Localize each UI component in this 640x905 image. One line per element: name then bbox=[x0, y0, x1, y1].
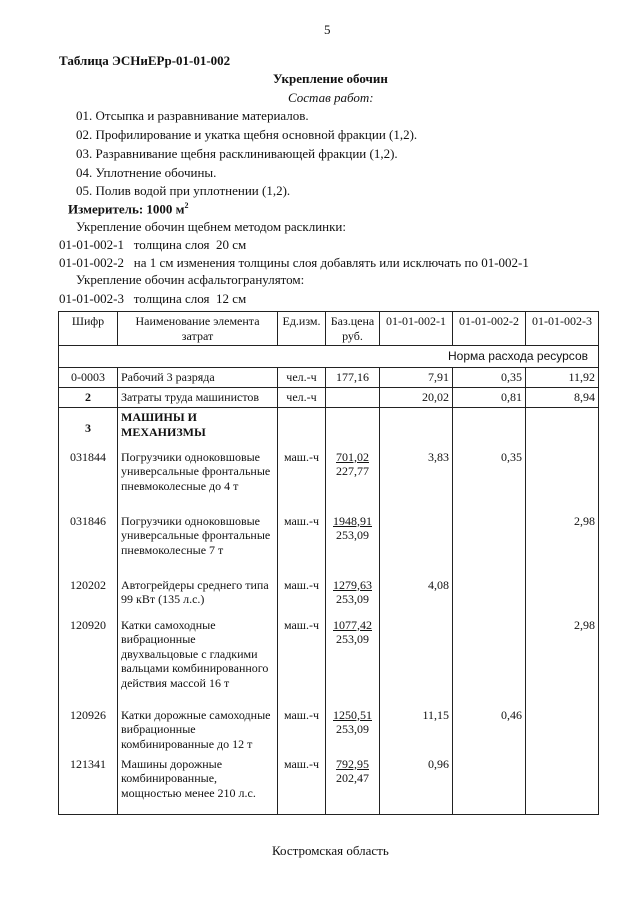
row-price-base: 1948,91 bbox=[333, 513, 372, 528]
row-price-salary: 253,09 bbox=[336, 592, 369, 606]
table-title: Таблица ЭСНиЕРр-01-01-002 bbox=[59, 53, 231, 68]
header-col1: 01-01-002-1 bbox=[380, 312, 453, 346]
row-price-salary: 253,09 bbox=[336, 528, 369, 542]
row-code: 2 bbox=[59, 388, 118, 408]
table-row bbox=[59, 576, 599, 616]
table-row bbox=[59, 755, 599, 815]
meter-sup: 2 bbox=[184, 201, 189, 210]
row-price bbox=[326, 512, 380, 576]
row-col3: 2,98 bbox=[526, 616, 599, 706]
row-unit: маш.-ч bbox=[278, 755, 326, 815]
row-col2: 0,46 bbox=[453, 706, 526, 755]
row-price bbox=[326, 755, 380, 815]
norm-row bbox=[59, 346, 599, 368]
table-row bbox=[59, 706, 599, 755]
machines-body bbox=[59, 448, 599, 815]
row-name: Затраты труда машинистов bbox=[118, 388, 278, 408]
header-unit: Ед.изм. bbox=[278, 312, 326, 346]
row-unit: чел.-ч bbox=[278, 368, 326, 388]
row-col1 bbox=[380, 616, 453, 706]
section-row bbox=[59, 408, 599, 448]
row-code: 0-0003 bbox=[59, 368, 118, 388]
row-price bbox=[326, 616, 380, 706]
row-price bbox=[326, 706, 380, 755]
table-header-row bbox=[59, 312, 599, 346]
row-col2 bbox=[453, 616, 526, 706]
table-row bbox=[59, 616, 599, 706]
row-unit: маш.-ч bbox=[278, 512, 326, 576]
row-unit: маш.-ч bbox=[278, 706, 326, 755]
row-col3: 8,94 bbox=[526, 388, 599, 408]
meter bbox=[68, 201, 189, 217]
empty-cell bbox=[453, 408, 526, 448]
row-col1: 4,08 bbox=[380, 576, 453, 616]
row-col2: 0,81 bbox=[453, 388, 526, 408]
row-col3 bbox=[526, 448, 599, 512]
header-code: Шифр bbox=[59, 312, 118, 346]
row-col1: 0,96 bbox=[380, 755, 453, 815]
row-col1 bbox=[380, 512, 453, 576]
row-col3: 11,92 bbox=[526, 368, 599, 388]
work-item: 02. Профилирование и укатка щебня основной фракции (1,2). bbox=[76, 127, 418, 142]
row-col2: 0,35 bbox=[453, 448, 526, 512]
row-price-salary: 253,09 bbox=[336, 632, 369, 646]
row-price-base: 1279,63 bbox=[333, 577, 372, 592]
row-col3 bbox=[526, 755, 599, 815]
page-number: 5 bbox=[324, 22, 331, 37]
row-price-salary: 202,47 bbox=[336, 771, 369, 785]
row-col2 bbox=[453, 576, 526, 616]
row-price bbox=[326, 388, 380, 408]
row-price-base: 1077,42 bbox=[333, 617, 372, 632]
row-name: Погрузчики одноковшовые универсальные фронтальные пневмоколесные до 4 т bbox=[118, 448, 278, 512]
norm-label: Норма расхода ресурсов bbox=[59, 346, 599, 368]
row-code: 120202 bbox=[59, 576, 118, 616]
section-code: 3 bbox=[59, 408, 118, 448]
row-code: 120920 bbox=[59, 616, 118, 706]
empty-cell bbox=[278, 408, 326, 448]
row-code: 121341 bbox=[59, 755, 118, 815]
row-unit: чел.-ч bbox=[278, 388, 326, 408]
empty-cell bbox=[526, 408, 599, 448]
section-heading: Укрепление обочин bbox=[273, 71, 388, 86]
row-col1: 11,15 bbox=[380, 706, 453, 755]
work-item: 03. Разравнивание щебня расклинивающей фракции (1,2). bbox=[76, 146, 398, 161]
empty-cell bbox=[326, 408, 380, 448]
description-line: Укрепление обочин асфальтогранулятом: bbox=[76, 272, 305, 287]
empty-cell bbox=[380, 408, 453, 448]
table-row bbox=[59, 368, 599, 388]
row-price-salary: 253,09 bbox=[336, 722, 369, 736]
row-col2: 0,35 bbox=[453, 368, 526, 388]
table-row bbox=[59, 448, 599, 512]
table-row bbox=[59, 388, 599, 408]
table-row bbox=[59, 512, 599, 576]
work-item: 05. Полив водой при уплотнении (1,2). bbox=[76, 183, 291, 198]
row-col2 bbox=[453, 512, 526, 576]
row-price: 177,16 bbox=[326, 368, 380, 388]
row-name: Погрузчики одноковшовые универсальные фронтальные пневмоколесные 7 т bbox=[118, 512, 278, 576]
row-col1: 20,02 bbox=[380, 388, 453, 408]
resources-table bbox=[58, 311, 599, 815]
row-price-base: 701,02 bbox=[336, 449, 369, 464]
footer-region: Костромская область bbox=[272, 843, 389, 858]
row-price-base: 1250,51 bbox=[333, 707, 372, 722]
row-price-salary: 227,77 bbox=[336, 464, 369, 478]
row-unit: маш.-ч bbox=[278, 616, 326, 706]
description-line: 01-01-002-1 толщина слоя 20 см bbox=[59, 237, 247, 252]
header-col2: 01-01-002-2 bbox=[453, 312, 526, 346]
row-name: Катки самоходные вибрационные двухвальцовые с гладкими вальцами комбинированного действия массой 16 т bbox=[118, 616, 278, 706]
work-item: 01. Отсыпка и разравнивание материалов. bbox=[76, 108, 309, 123]
row-col3 bbox=[526, 706, 599, 755]
row-name: Рабочий 3 разряда bbox=[118, 368, 278, 388]
description-line: 01-01-002-2 на 1 см изменения толщины слоя добавлять или исключать по 01-002-1 bbox=[59, 255, 529, 270]
header-col3: 01-01-002-3 bbox=[526, 312, 599, 346]
header-name: Наименование элемента затрат bbox=[118, 312, 278, 346]
meter-label: Измеритель: 1000 м bbox=[68, 201, 185, 217]
row-col2 bbox=[453, 755, 526, 815]
row-name: Катки дорожные самоходные вибрационные комбинированные до 12 т bbox=[118, 706, 278, 755]
description-line: 01-01-002-3 толщина слоя 12 см bbox=[59, 291, 247, 306]
row-code: 031844 bbox=[59, 448, 118, 512]
works-title: Состав работ: bbox=[288, 90, 374, 105]
row-unit: маш.-ч bbox=[278, 576, 326, 616]
row-unit: маш.-ч bbox=[278, 448, 326, 512]
work-item: 04. Уплотнение обочины. bbox=[76, 165, 217, 180]
header-price: Баз.цена руб. bbox=[326, 312, 380, 346]
section-name: МАШИНЫ И МЕХАНИЗМЫ bbox=[118, 408, 278, 448]
row-price bbox=[326, 576, 380, 616]
row-col1: 7,91 bbox=[380, 368, 453, 388]
row-col3 bbox=[526, 576, 599, 616]
row-code: 120926 bbox=[59, 706, 118, 755]
row-price bbox=[326, 448, 380, 512]
row-name: Автогрейдеры среднего типа 99 кВт (135 л.с.) bbox=[118, 576, 278, 616]
description-line: Укрепление обочин щебнем методом расклинки: bbox=[76, 219, 346, 234]
row-name: Машины дорожные комбинированные, мощностью менее 210 л.с. bbox=[118, 755, 278, 815]
row-price-base: 792,95 bbox=[336, 756, 369, 771]
row-code: 031846 bbox=[59, 512, 118, 576]
row-col3: 2,98 bbox=[526, 512, 599, 576]
row-col1: 3,83 bbox=[380, 448, 453, 512]
